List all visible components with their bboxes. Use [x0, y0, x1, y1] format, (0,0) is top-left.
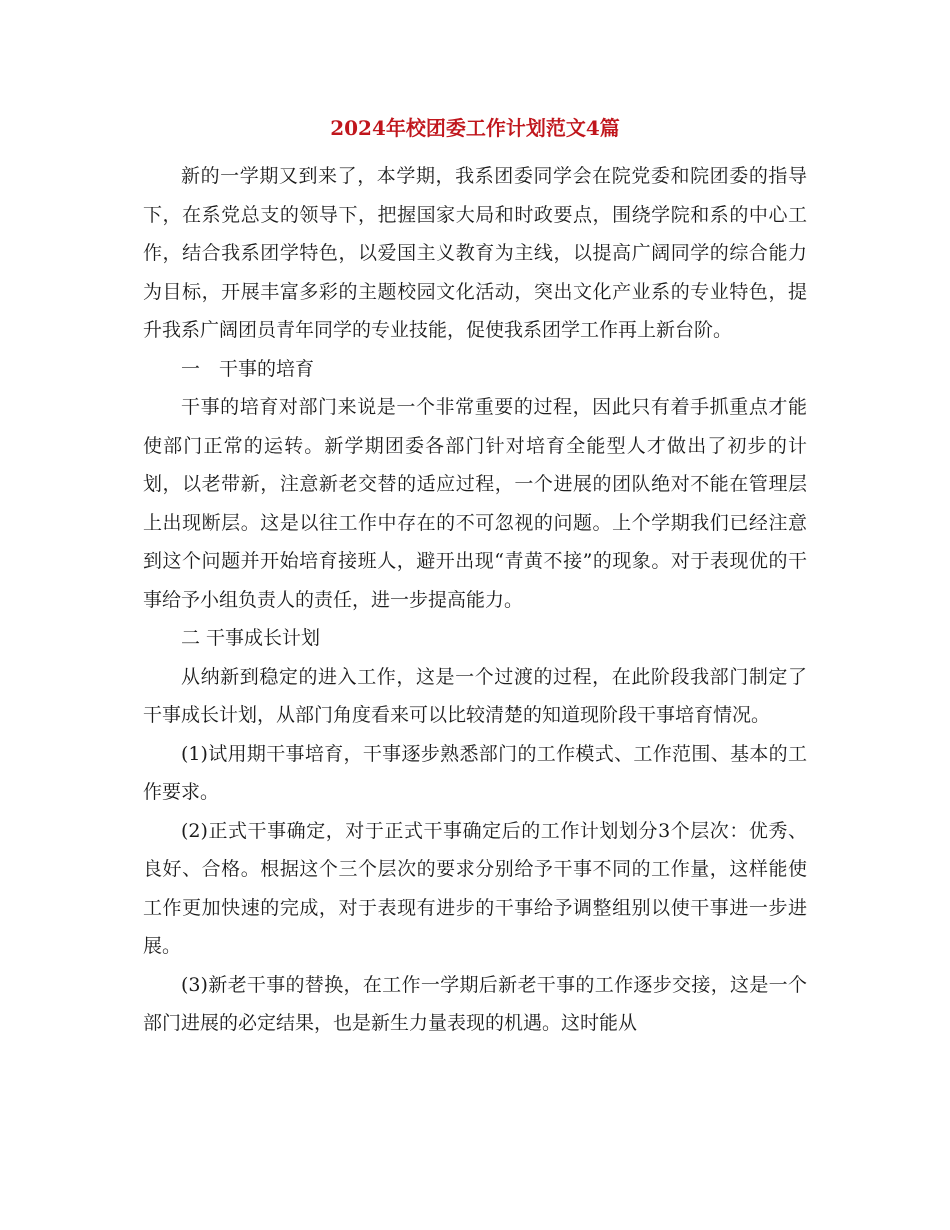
list-item: (3)新老干事的替换，在工作一学期后新老干事的工作逐步交接，这是一个部门进展的必定结果，也是新生力量表现的机遇。这时能从 — [143, 973, 807, 1034]
body-paragraph: 从纳新到稳定的进入工作，这是一个过渡的过程，在此阶段我部门制定了干事成长计划，从部门角度看来可以比较清楚的知道现阶段干事培育情况。 — [143, 665, 807, 726]
intro-paragraph: 新的一学期又到来了，本学期，我系团委同学会在院党委和院团委的指导下，在系党总支的领导下，把握国家大局和时政要点，围绕学院和系的中心工作，结合我系团学特色，以爱国主义教育为主线，以提高广阔同学的综合能力为目标，开展丰富多彩的主题校园文化活动，突出文化产业系的专业特色，提升我系广阔团员青年同学的专业技能，促使我系团学工作再上新台阶。 — [143, 165, 807, 341]
list-item: (1)试用期干事培育，干事逐步熟悉部门的工作模式、工作范围、基本的工作要求。 — [143, 742, 807, 803]
list-item: (2)正式干事确定，对于正式干事确定后的工作计划划分3个层次：优秀、良好、合格。根据这个三个层次的要求分别给予干事不同的工作量，这样能使工作更加快速的完成，对于表现有进步的干事给予调整组别以使干事进一步进展。 — [143, 819, 807, 957]
section-heading-1: 一 干事的培育 — [181, 357, 315, 380]
document-body — [143, 157, 807, 1043]
section-heading-2: 二 干事成长计划 — [181, 627, 321, 649]
body-paragraph: 干事的培育对部门来说是一个非常重要的过程，因此只有着手抓重点才能使部门正常的运转。新学期团委各部门针对培育全能型人才做出了初步的计划，以老带新，注意新老交替的适应过程，一个进展的团队绝对不能在管理层上出现断层。这是以往工作中存在的不可忽视的问题。上个学期我们已经注意到这个问题并开始培育接班人，避开出现“青黄不接”的现象。对于表现优的干事给予小组负责人的责任，进一步提高能力。 — [143, 396, 807, 611]
document-title: 2024年校团委工作计划范文4篇 — [330, 116, 620, 140]
